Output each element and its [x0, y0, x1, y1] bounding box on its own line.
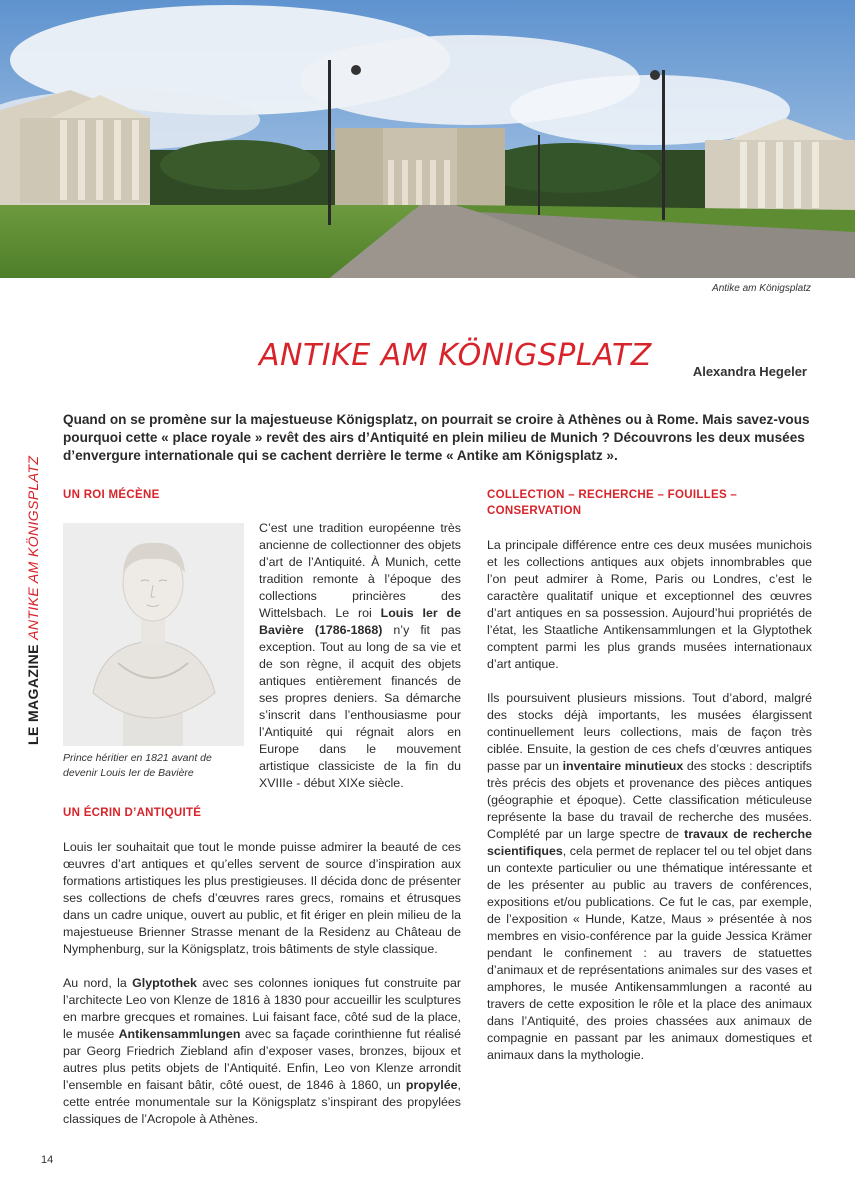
section3-p2-travaux: travaux de recherche scientifiques — [487, 827, 813, 858]
bust-caption: Prince héritier en 1821 avant de devenir Louis Ier de Bavière — [63, 752, 212, 779]
side-label-magazine: LE MAGAZINE — [25, 644, 41, 745]
section1-text-bold: Louis Ier de Bavière (1786-1868) — [259, 606, 461, 637]
section-heading-ecrin: UN ÉCRIN D’ANTIQUITÉ — [63, 807, 202, 819]
section2 — [63, 805, 461, 1128]
article-author: Alexandra Hegeler — [692, 364, 807, 379]
section3-p2-d: , cela permet de replacer tel ou tel objet dans un contexte particulier ou une thématique intéressante et de les présenter au public au travers de conférences, expositions et/ou publications. Ce fut le cas, par exemple, de l’exposition « Hunde, Katze, Maus » présentée à nos membres en visio-conférence par la guide Jessica Krämer pendant le confinement : au travers de statuettes d’animaux et de représentations animales sur des vases et amphores, le musée Antikensammlungen a raconté au travers de cette exposition le rôle et la place des animaux dans l’Antiquité, des proies chassées aux animaux de compagnie en passant par les animaux domestiques et animaux dans la mythologie. — [487, 844, 812, 1062]
section1-body — [259, 520, 461, 792]
section-heading-roi-mecene: UN ROI MÉCÈNE — [63, 489, 160, 501]
section2-p2-e: , cette entrée monumentale sur la Königsplatz s’inspirant des propylées classiques de l’Acropole à Athènes. — [63, 1078, 461, 1126]
section-heading-collection: COLLECTION – RECHERCHE – FOUILLES – CONSERVATION — [487, 489, 738, 517]
right-column — [487, 487, 812, 1064]
section2-p2-antikensammlungen: Antikensammlungen — [118, 1027, 241, 1041]
section3-paragraph-2 — [487, 690, 812, 1064]
section3-paragraph-1: La principale différence entre ces deux musées munichois et les collections antiques aux objets innombrables que l’on peut admirer à Rome, Paris ou Londres, c’est le caractère qualitatif unique et exceptionnel des œuvres d’art antiques en sa possession. Aujourd’hui propriétés de l’état, les Staatliche Antikensammlungen et la Glyptothek comptent parmi les plus grands musées internationaux d’art antique. — [487, 538, 812, 671]
article-lead: Quand on se promène sur la majestueuse Königsplatz, on pourrait se croire à Athènes ou à Rome. Mais savez-vous pourquoi cette « place royale » revêt des airs d’Antiquité en plein milieu de Munich ? Découvrons les deux musées d’envergure internationale qui se cachent derrière le terme « Antike am Königsplatz ». — [63, 412, 810, 463]
section2-p2-glyptothek: Glyptothek — [132, 976, 197, 990]
article-title: ANTIKE AM KÖNIGSPLATZ — [259, 338, 652, 373]
section3-p2-a: Ils poursuivent plusieurs missions. Tout d’abord, malgré des stocks déjà importants, les musées élargissent continuellement leurs collections, mais de façon très ciblée. Ensuite, la gestion de ces chefs d’œuvres antiques passe par un — [487, 691, 812, 773]
section2-paragraph-1: Louis Ier souhaitait que tout le monde puisse admirer la beauté de ces œuvres d’art antiques et qu’elles servent de source d’inspiration aux formations artistiques les plus prestigieuses. Il décida donc de présenter ses collections de chefs d’œuvres rares grecs, romains et étrusques dans un cadre unique, ouvert au public, et fit ériger en plein milieu de la majestueuse Brienner Strasse menant de la Residenz au Château de Nymphenburg, sur la Königsplatz, trois bâtiments de style classique. — [63, 840, 461, 956]
section1-text-b: n’y fit pas exception. Tout au long de sa vie et de son règne, il acquit des objets antiques entièrement financés de ses propres deniers. Sa démarche s’inscrit dans l’enthousiasme pour l’Antiquité qui régnait alors en Europe dans le mouvement artistique classiciste de la fin du XVIIIe - début XIXe siècle. — [259, 623, 461, 790]
section3-p2-inventaire: inventaire minutieux — [562, 759, 684, 773]
section2-p2-propylee: propylée — [405, 1078, 458, 1092]
section3-p2-c: des stocks : descriptifs très précis des objets et provenance des pièces antiques (géographie et époque). Cette classification méticuleuse représente la base du travail de recherche des musées. Complété par un large spectre de — [487, 759, 812, 841]
bust-image — [63, 523, 244, 746]
section2-paragraph-2 — [63, 975, 461, 1128]
section2-p2-c: avec ses colonnes ioniques fut construite par l’architecte Leo von Klenze de 1816 à 1830 pour accueillir les sculptures en marbre grecques et romaines. Lui faisant face, côté sud de la place, le musée — [63, 976, 462, 1041]
koenigsplatz-photo — [0, 0, 855, 278]
page-number: 14 — [41, 1154, 54, 1166]
bust-illustration — [63, 523, 244, 746]
side-section-label — [25, 456, 41, 745]
section2-p2-d: avec sa façade corinthienne fut réalisé par Georg Friedrich Ziebland afin d’exposer vases, bronzes, bijoux et autres plus petits objets de l’Antiquité. Enfin, Leo von Klenze arrondit l’ensemble en faisant bâtir, côté ouest, de 1846 à 1860, un — [63, 1027, 461, 1092]
left-column — [63, 487, 462, 1126]
section1-text-a: C’est une tradition européenne très ancienne de collectionner des objets d’art de l’Antiquité. À Munich, cette tradition remonte à l’époque des collections princières des Wittelsbach. Le roi — [259, 521, 461, 620]
section2-p2-a: Au nord, la — [63, 976, 133, 990]
side-label-section: ANTIKE AM KÖNIGSPLATZ — [25, 455, 41, 640]
hero-caption: Antike am Königsplatz — [712, 283, 811, 294]
hero-photo — [0, 0, 855, 278]
